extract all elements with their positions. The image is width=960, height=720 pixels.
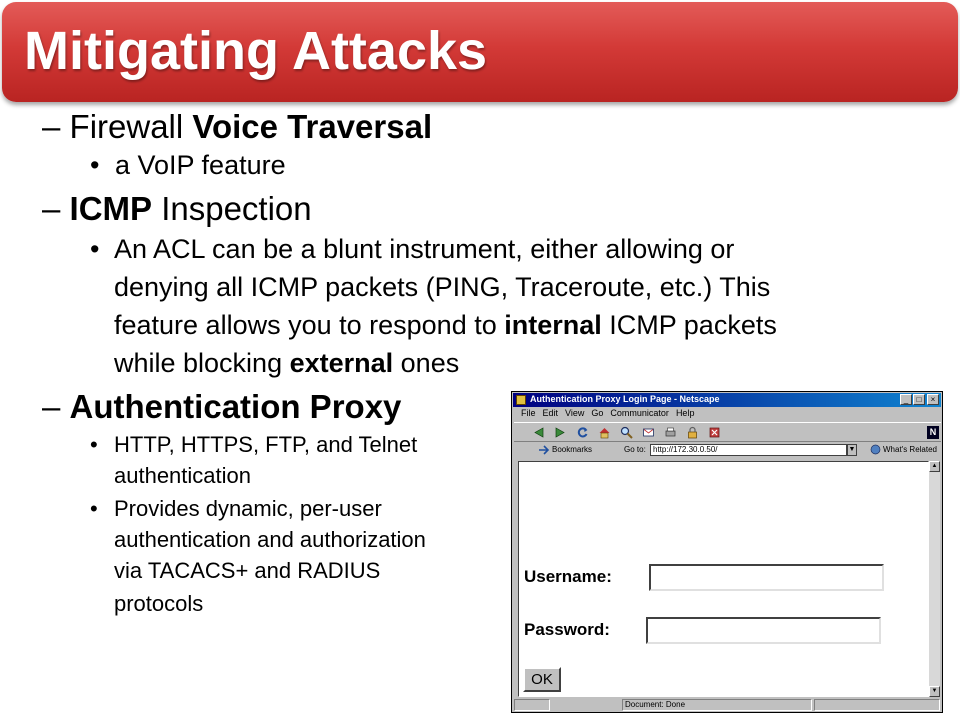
menu-edit[interactable]: Edit	[542, 408, 559, 418]
bullet-text: Firewall	[69, 108, 193, 145]
connection-icon	[514, 699, 550, 711]
scroll-up-button[interactable]: ▲	[929, 461, 940, 472]
location-bar	[514, 443, 941, 457]
navigation-toolbar	[514, 422, 941, 442]
back-icon[interactable]	[532, 426, 545, 439]
bullet-dynamic-line4: protocols	[114, 591, 204, 616]
bullet-text: while blocking	[114, 348, 290, 378]
whats-related-icon[interactable]	[870, 444, 881, 455]
password-input[interactable]	[646, 617, 881, 644]
bookmarks-label[interactable]: Bookmarks	[552, 445, 593, 454]
ok-button[interactable]: OK	[523, 667, 561, 692]
status-bar	[514, 699, 941, 711]
bullet-voip	[90, 146, 286, 184]
menu-file[interactable]: File	[521, 408, 536, 418]
dot-marker: •	[90, 150, 100, 180]
bullet-acl-line3	[114, 306, 777, 344]
slide-title-bar	[2, 2, 958, 102]
bullet-bold: Authentication Proxy	[69, 388, 402, 425]
dot-marker: •	[90, 432, 98, 457]
username-input[interactable]	[649, 564, 884, 591]
menu-go[interactable]: Go	[591, 408, 604, 418]
bullet-text: ones	[393, 348, 460, 378]
url-dropdown-button[interactable]: ▼	[847, 444, 857, 456]
close-button[interactable]: ×	[927, 394, 939, 405]
security-icon[interactable]	[686, 426, 699, 439]
vertical-scrollbar[interactable]	[929, 461, 940, 697]
browser-window	[511, 391, 943, 713]
bullet-firewall	[42, 108, 432, 146]
bullet-http-marker	[90, 429, 98, 460]
page-content	[518, 461, 929, 697]
bullet-text: ICMP packets	[601, 310, 777, 340]
browser-menu-bar	[514, 408, 941, 421]
bullet-http-line1: HTTP, HTTPS, FTP, and Telnet	[114, 432, 418, 457]
slide-title: Mitigating Attacks	[24, 21, 488, 81]
password-label: Password:	[524, 620, 610, 639]
scroll-down-button[interactable]: ▼	[929, 686, 940, 697]
browser-title-bar	[513, 393, 941, 407]
home-icon[interactable]	[598, 426, 611, 439]
bullet-bold: external	[289, 348, 394, 378]
forward-icon[interactable]	[554, 426, 567, 439]
stop-icon[interactable]	[708, 426, 721, 439]
component-bar	[814, 699, 940, 711]
menu-help[interactable]: Help	[675, 408, 695, 418]
username-label: Username:	[524, 567, 612, 586]
search-icon[interactable]	[620, 426, 633, 439]
bullet-bold: internal	[504, 310, 602, 340]
print-icon[interactable]	[664, 426, 677, 439]
whats-related-label[interactable]: What's Related	[883, 445, 937, 454]
dash-marker: –	[42, 190, 61, 227]
maximize-button[interactable]: □	[913, 394, 925, 405]
bullet-auth-proxy	[42, 388, 401, 426]
bullet-text: feature allows you to respond to	[114, 310, 505, 340]
netscape-logo-icon: N	[927, 426, 939, 439]
bullet-acl-marker	[90, 230, 99, 268]
bullet-acl-line4	[114, 344, 459, 382]
reload-icon[interactable]	[576, 426, 589, 439]
browser-title: Authentication Proxy Login Page - Netscape	[530, 394, 720, 404]
bookmarks-icon[interactable]	[538, 444, 550, 456]
bullet-dynamic-marker	[90, 493, 98, 524]
bullet-acl-line1: An ACL can be a blunt instrument, either allowing or	[114, 234, 735, 264]
url-input[interactable]: http://172.30.0.50/	[650, 444, 847, 456]
dot-marker: •	[90, 234, 100, 264]
bullet-dynamic-line2: authentication and authorization	[114, 527, 426, 552]
netscape-app-icon	[516, 395, 526, 405]
bullet-bold: ICMP	[69, 190, 153, 227]
dot-marker: •	[90, 496, 98, 521]
bullet-text: Inspection	[152, 190, 312, 227]
goto-label: Go to:	[624, 445, 646, 454]
bullet-dynamic-line3: via TACACS+ and RADIUS	[114, 558, 381, 583]
dash-marker: –	[42, 388, 61, 425]
menu-view[interactable]: View	[565, 408, 585, 418]
guide-icon[interactable]	[642, 426, 655, 439]
menu-communicator[interactable]: Communicator	[610, 408, 669, 418]
bullet-acl-line2: denying all ICMP packets (PING, Traceroute, etc.) This	[114, 272, 771, 302]
bullet-dynamic-line1: Provides dynamic, per-user	[114, 496, 382, 521]
dash-marker: –	[42, 108, 61, 145]
bullet-http-line2: authentication	[114, 463, 251, 488]
bullet-icmp	[42, 190, 312, 228]
minimize-button[interactable]: _	[900, 394, 912, 405]
bullet-bold: Voice Traversal	[192, 108, 433, 145]
bullet-text: a VoIP feature	[114, 150, 286, 180]
status-text: Document: Done	[622, 699, 812, 711]
